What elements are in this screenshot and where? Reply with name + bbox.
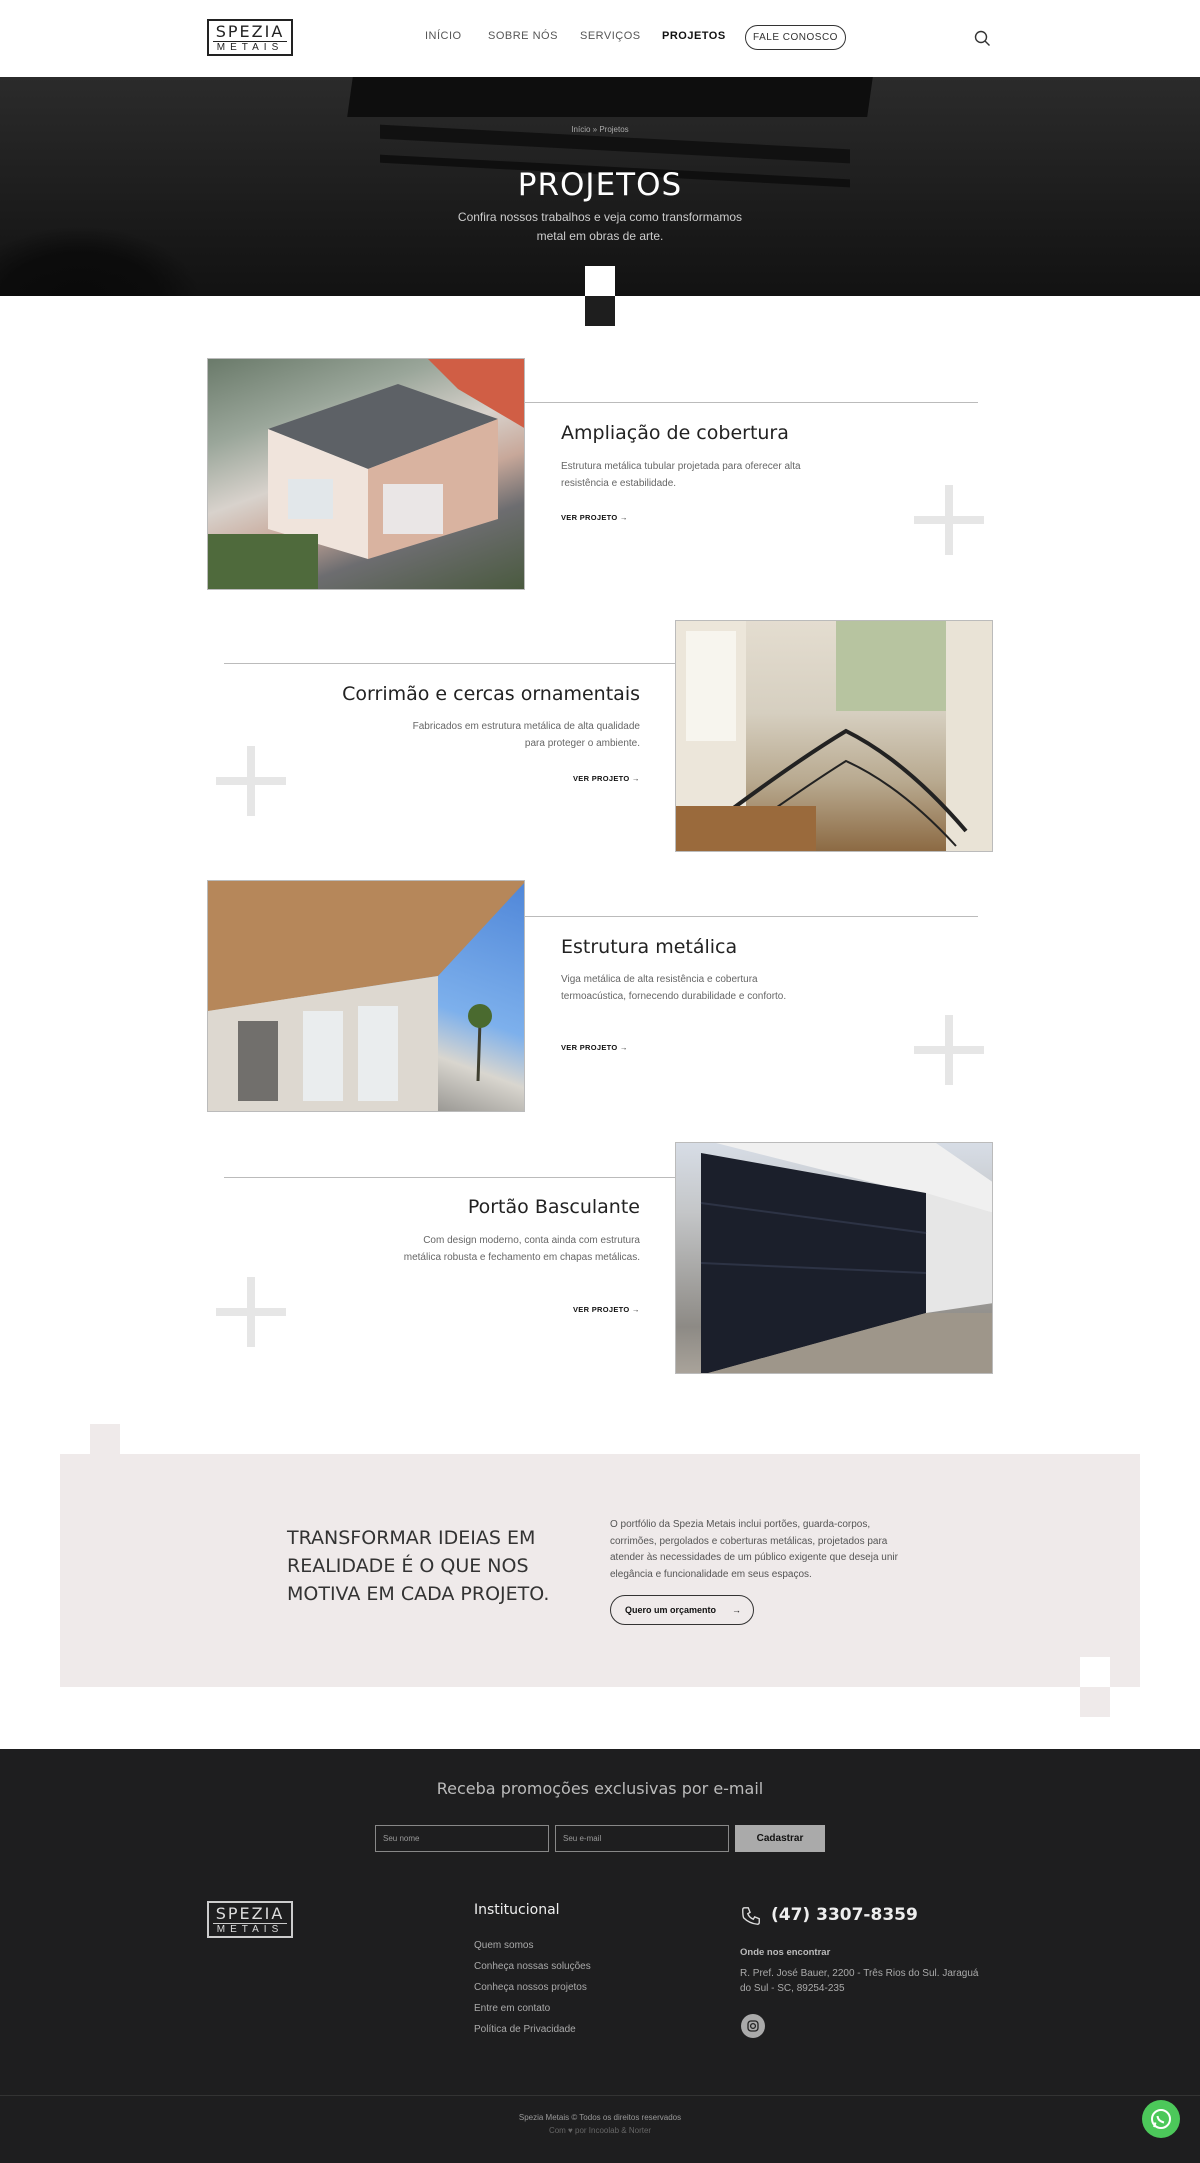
newsletter-email-input[interactable] — [555, 1825, 729, 1852]
footer-link-quem-somos[interactable]: Quem somos — [474, 1940, 534, 1951]
project-description: Estrutura metálica tubular projetada para oferecer alta resistência e estabilidade. — [561, 461, 801, 489]
project-description: Com design moderno, conta ainda com estrutura metálica robusta e fechamento em chapas metálicas. — [403, 1235, 640, 1263]
promo-section — [60, 1454, 1140, 1687]
contact-cta-button[interactable]: FALE CONOSCO — [745, 25, 846, 50]
address-heading: Onde nos encontrar — [740, 1947, 831, 1958]
institutional-heading: Institucional — [474, 1902, 560, 1918]
quote-button[interactable]: Quero um orçamento → — [610, 1595, 754, 1625]
arrow-right-icon: → — [619, 513, 628, 522]
project-image-cobertura[interactable] — [207, 358, 525, 590]
footer-logo[interactable]: SPEZIA METAIS — [207, 1901, 293, 1938]
plus-decoration — [914, 485, 984, 555]
page-subtitle: Confira nossos trabalhos e veja como transformamos metal em obras de arte. — [457, 210, 743, 243]
decor-square-white — [585, 266, 615, 296]
project-image-corrimao[interactable] — [675, 620, 993, 852]
nav-item-servicos[interactable]: SERVIÇOS — [580, 30, 641, 42]
instagram-icon[interactable] — [741, 2014, 765, 2038]
arrow-right-icon: → — [619, 1043, 628, 1052]
logo-text-top: SPEZIA — [215, 22, 285, 41]
nav-item-sobre[interactable]: SOBRE NÓS — [488, 30, 558, 42]
newsletter-submit-button[interactable]: Cadastrar — [735, 1825, 825, 1852]
page-title: PROJETOS — [517, 167, 683, 203]
decor-square-dark — [585, 296, 615, 326]
arrow-right-icon: → — [732, 1605, 741, 1615]
nav-item-inicio[interactable]: INÍCIO — [425, 30, 462, 42]
project-description: Fabricados em estrutura metálica de alta qualidade para proteger o ambiente. — [412, 721, 640, 749]
footer-link-solucoes[interactable]: Conheça nossas soluções — [474, 1961, 591, 1972]
project-title: Estrutura metálica — [561, 936, 738, 958]
view-project-link[interactable]: VER PROJETO → — [573, 774, 640, 783]
project-image-portao[interactable] — [675, 1142, 993, 1374]
plus-decoration — [216, 1277, 286, 1347]
newsletter-title: Receba promoções exclusivas por e-mail — [436, 1779, 764, 1798]
main-nav — [0, 28, 1200, 48]
promo-heading: TRANSFORMAR IDEIAS EM REALIDADE É O QUE NOS MOTIVA EM CADA PROJETO. — [287, 1527, 550, 1605]
view-project-link[interactable]: VER PROJETO → — [561, 513, 628, 522]
arrow-right-icon: → — [631, 1305, 640, 1314]
project-title: Portão Basculante — [467, 1196, 640, 1218]
arrow-right-icon: → — [631, 774, 640, 783]
footer-links — [474, 1935, 591, 2040]
newsletter-name-input[interactable] — [375, 1825, 549, 1852]
page-hero — [0, 77, 1200, 296]
phone-icon — [740, 1905, 762, 1927]
made-by-text: Com ♥ por Incoolab & Norter — [548, 2126, 652, 2135]
view-project-link[interactable]: VER PROJETO → — [561, 1043, 628, 1052]
footer-link-contato[interactable]: Entre em contato — [474, 2003, 551, 2014]
promo-text: O portfólio da Spezia Metais inclui portões, guarda-corpos, corrimões, pergolados e coberturas metálicas, projetados para atender às necessidades de um público exigente que deseja unir elegância e funcionalidade em seus espaços. — [610, 1519, 898, 1580]
project-title: Corrimão e cercas ornamentais — [342, 683, 640, 705]
footer-link-projetos[interactable]: Conheça nossos projetos — [474, 1982, 587, 1993]
footer-link-privacidade[interactable]: Política de Privacidade — [474, 2024, 576, 2035]
address-text: R. Pref. José Bauer, 2200 - Três Rios do Sul. Jaraguá do Sul - SC, 89254-235 — [740, 1968, 979, 1994]
plus-decoration — [216, 746, 286, 816]
site-footer: Receba promoções exclusivas por e-mail Seu nome Seu e-mail Cadastrar SPEZIA METAIS Institucional Quem somos Conheça nossas soluções Conheça nossos projetos Entre em contato Política de Privacidade (47) 3307-8359 Onde nos encontrar R. Pref. José Bauer, 2200 - Três Rios do Sul. Jaraguá do Sul - SC, 89254-235 Spezia Metais © Todos os direitos reservados Com ♥ por Incoolab & Norter — [0, 1749, 1200, 2163]
nav-item-projetos[interactable]: PROJETOS — [662, 30, 726, 42]
project-image-estrutura[interactable] — [207, 880, 525, 1112]
whatsapp-icon[interactable] — [1142, 2100, 1180, 2138]
logo-text-bottom: METAIS — [216, 42, 284, 53]
project-description: Viga metálica de alta resistência e cobertura termoacústica, fornecendo durabilidade e conforto. — [561, 974, 787, 1002]
breadcrumb: Início » Projetos — [571, 125, 629, 134]
view-project-link[interactable]: VER PROJETO → — [573, 1305, 640, 1314]
search-icon[interactable] — [974, 30, 991, 47]
plus-decoration — [914, 1015, 984, 1085]
copyright-text: Spezia Metais © Todos os direitos reservados — [518, 2113, 682, 2122]
project-title: Ampliação de cobertura — [561, 422, 789, 444]
site-header — [0, 0, 1200, 77]
